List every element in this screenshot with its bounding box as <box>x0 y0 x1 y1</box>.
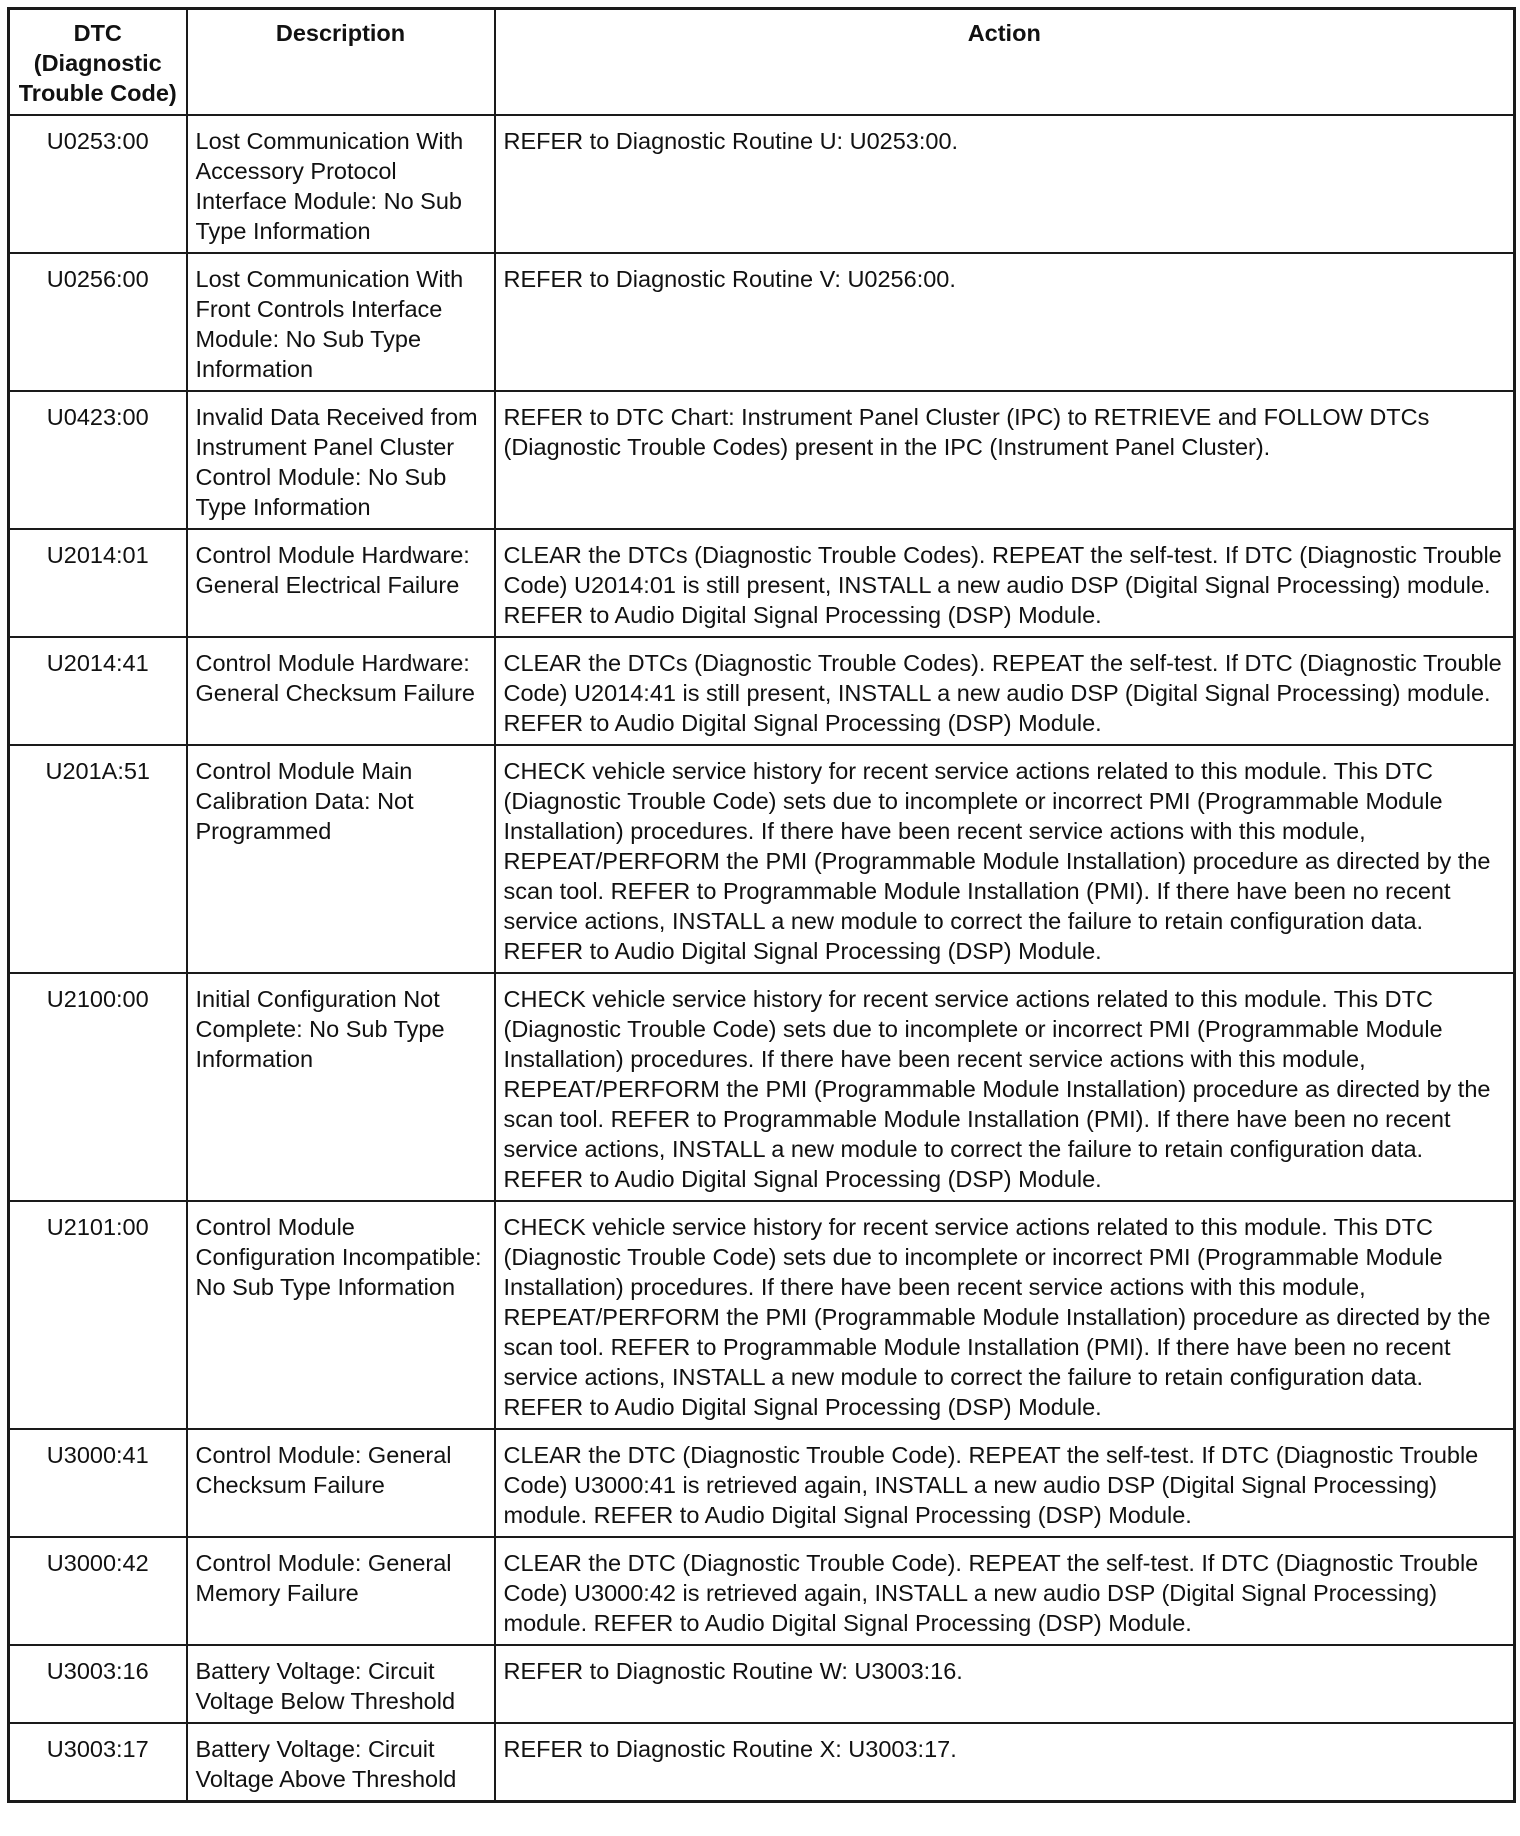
dtc-code-cell: U0253:00 <box>9 115 187 253</box>
description-cell: Control Module Hardware: General Checksum Failure <box>187 637 495 745</box>
description-cell: Control Module Configuration Incompatible: No Sub Type Information <box>187 1201 495 1429</box>
table-row <box>9 973 1515 1201</box>
action-cell: CHECK vehicle service history for recent service actions related to this module. This DTC (Diagnostic Trouble Code) sets due to incomplete or incorrect PMI (Programmable Module Installation) procedures. If there have been recent service actions with this module, REPEAT/PERFORM the PMI (Programmable Module Installation) procedure as directed by the scan tool. REFER to Programmable Module Installation (PMI). If there have been no recent service actions, INSTALL a new module to correct the failure to retain configuration data. REFER to Audio Digital Signal Processing (DSP) Module. <box>495 1201 1515 1429</box>
table-row <box>9 637 1515 745</box>
description-cell: Control Module Hardware: General Electrical Failure <box>187 529 495 637</box>
table-row <box>9 1723 1515 1802</box>
action-cell: CLEAR the DTC (Diagnostic Trouble Code). REPEAT the self-test. If DTC (Diagnostic Trouble Code) U3000:41 is retrieved again, INSTALL a new audio DSP (Digital Signal Processing) module. REFER to Audio Digital Signal Processing (DSP) Module. <box>495 1429 1515 1537</box>
description-cell: Lost Communication With Accessory Protocol Interface Module: No Sub Type Information <box>187 115 495 253</box>
table-row <box>9 115 1515 253</box>
header-action: Action <box>495 9 1515 116</box>
action-cell: CHECK vehicle service history for recent service actions related to this module. This DTC (Diagnostic Trouble Code) sets due to incomplete or incorrect PMI (Programmable Module Installation) procedures. If there have been recent service actions with this module, REPEAT/PERFORM the PMI (Programmable Module Installation) procedure as directed by the scan tool. REFER to Programmable Module Installation (PMI). If there have been no recent service actions, INSTALL a new module to correct the failure to retain configuration data. REFER to Audio Digital Signal Processing (DSP) Module. <box>495 745 1515 973</box>
description-cell: Lost Communication With Front Controls Interface Module: No Sub Type Information <box>187 253 495 391</box>
action-cell: REFER to Diagnostic Routine V: U0256:00. <box>495 253 1515 391</box>
dtc-code-cell: U2101:00 <box>9 1201 187 1429</box>
dtc-table <box>7 7 1516 1803</box>
table-row <box>9 1537 1515 1645</box>
header-description: Description <box>187 9 495 116</box>
dtc-code-cell: U0423:00 <box>9 391 187 529</box>
description-cell: Control Module: General Checksum Failure <box>187 1429 495 1537</box>
table-row <box>9 529 1515 637</box>
action-cell: REFER to Diagnostic Routine W: U3003:16. <box>495 1645 1515 1723</box>
dtc-code-cell: U0256:00 <box>9 253 187 391</box>
dtc-code-cell: U201A:51 <box>9 745 187 973</box>
description-cell: Initial Configuration Not Complete: No Sub Type Information <box>187 973 495 1201</box>
action-cell: REFER to Diagnostic Routine X: U3003:17. <box>495 1723 1515 1802</box>
action-cell: CLEAR the DTC (Diagnostic Trouble Code). REPEAT the self-test. If DTC (Diagnostic Trouble Code) U3000:42 is retrieved again, INSTALL a new audio DSP (Digital Signal Processing) module. REFER to Audio Digital Signal Processing (DSP) Module. <box>495 1537 1515 1645</box>
description-cell: Invalid Data Received from Instrument Panel Cluster Control Module: No Sub Type Information <box>187 391 495 529</box>
table-row <box>9 1201 1515 1429</box>
dtc-code-cell: U3000:41 <box>9 1429 187 1537</box>
dtc-code-cell: U3003:17 <box>9 1723 187 1802</box>
description-cell: Battery Voltage: Circuit Voltage Above Threshold <box>187 1723 495 1802</box>
action-cell: CLEAR the DTCs (Diagnostic Trouble Codes). REPEAT the self-test. If DTC (Diagnostic Trouble Code) U2014:01 is still present, INSTALL a new audio DSP (Digital Signal Processing) module. REFER to Audio Digital Signal Processing (DSP) Module. <box>495 529 1515 637</box>
table-row <box>9 391 1515 529</box>
dtc-code-cell: U2100:00 <box>9 973 187 1201</box>
action-cell: CLEAR the DTCs (Diagnostic Trouble Codes). REPEAT the self-test. If DTC (Diagnostic Trouble Code) U2014:41 is still present, INSTALL a new audio DSP (Digital Signal Processing) module. REFER to Audio Digital Signal Processing (DSP) Module. <box>495 637 1515 745</box>
dtc-code-cell: U2014:01 <box>9 529 187 637</box>
dtc-code-cell: U3000:42 <box>9 1537 187 1645</box>
table-row <box>9 1429 1515 1537</box>
description-cell: Battery Voltage: Circuit Voltage Below Threshold <box>187 1645 495 1723</box>
dtc-code-cell: U2014:41 <box>9 637 187 745</box>
action-cell: REFER to Diagnostic Routine U: U0253:00. <box>495 115 1515 253</box>
action-cell: CHECK vehicle service history for recent service actions related to this module. This DTC (Diagnostic Trouble Code) sets due to incomplete or incorrect PMI (Programmable Module Installation) procedures. If there have been recent service actions with this module, REPEAT/PERFORM the PMI (Programmable Module Installation) procedure as directed by the scan tool. REFER to Programmable Module Installation (PMI). If there have been no recent service actions, INSTALL a new module to correct the failure to retain configuration data. REFER to Audio Digital Signal Processing (DSP) Module. <box>495 973 1515 1201</box>
table-row <box>9 253 1515 391</box>
action-cell: REFER to DTC Chart: Instrument Panel Cluster (IPC) to RETRIEVE and FOLLOW DTCs (Diagnostic Trouble Codes) present in the IPC (Instrument Panel Cluster). <box>495 391 1515 529</box>
dtc-code-cell: U3003:16 <box>9 1645 187 1723</box>
header-dtc: DTC (Diagnostic Trouble Code) <box>9 9 187 116</box>
table-header-row <box>9 9 1515 116</box>
description-cell: Control Module: General Memory Failure <box>187 1537 495 1645</box>
description-cell: Control Module Main Calibration Data: Not Programmed <box>187 745 495 973</box>
table-row <box>9 1645 1515 1723</box>
dtc-table-container <box>7 7 1513 1828</box>
table-row <box>9 745 1515 973</box>
